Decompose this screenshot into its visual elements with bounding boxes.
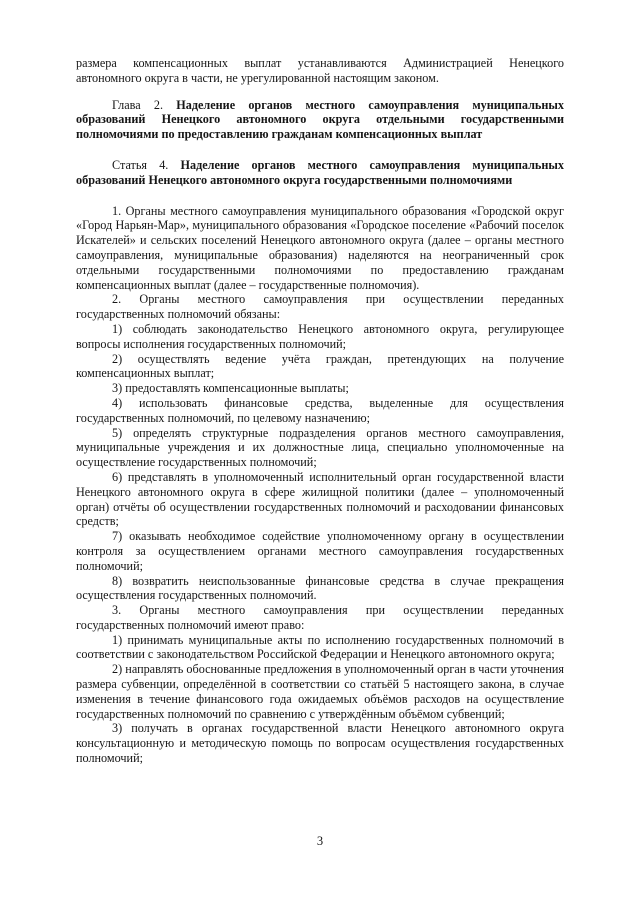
duty-6: 6) представлять в уполномоченный исполнительный орган государственной власти Ненецкого автономного округа в сфере жилищной политики (далее – уполномоченный орган) отчёты об осуществлении государственных полномочий и расходовании финансовых средств; [76,469,564,529]
duty-1: 1) соблюдать законодательство Ненецкого автономного округа, регулирующее вопросы исполнения государственных полномочий; [76,321,564,351]
duty-4: 4) использовать финансовые средства, выделенные для осуществления государственных полномочий, по целевому назначению; [76,395,564,425]
paragraph-3: 3. Органы местного самоуправления при осуществлении переданных государственных полномочий имеют право: [76,603,564,632]
chapter-heading [76,98,564,142]
chapter-prefix: Глава 2. [112,97,177,112]
article-prefix: Статья 4. [112,157,181,172]
duty-7: 7) оказывать необходимое содействие уполномоченному органу в осуществлении контроля за осуществлением органами местного самоуправления государственных полномочий; [76,529,564,573]
right-1: 1) принимать муниципальные акты по исполнению государственных полномочий в соответствии с законодательством Российской Федерации и Ненецкого автономного округа; [76,632,564,662]
duty-5: 5) определять структурные подразделения органов местного самоуправления, муниципальные учреждения и их должностные лица, специально уполномоченные на осуществление государственных полномочий; [76,425,564,470]
article-heading [76,158,564,188]
paragraph-2: 2. Органы местного самоуправления при осуществлении переданных государственных полномочий обязаны: [76,292,564,322]
intro-paragraph: размера компенсационных выплат устанавливаются Администрацией Ненецкого автономного округа в части, не урегулированной настоящим законом. [76,56,564,85]
document-page [76,56,564,766]
duty-3: 3) предоставлять компенсационные выплаты; [112,381,349,396]
duty-8: 8) возвратить неиспользованные финансовые средства в случае прекращения осуществления государственных полномочий. [76,573,564,603]
paragraph-1: 1. Органы местного самоуправления муниципального образования «Городской округ «Город Нарьян-Мар», муниципального образования «Городское поселение «Рабочий поселок Искателей» и сельских поселений Ненецкого автономного округа (далее – органы местного самоуправления, муниципальные образования) наделяются на неограниченный срок отдельными государственными полномочиями по предоставлению гражданам компенсационных выплат (далее – государственные полномочия). [76,203,564,292]
right-2: 2) направлять обоснованные предложения в уполномоченный орган в части уточнения размера субвенции, определённой в соответствии со статьёй 5 настоящего закона, в случае изменения в течение финансового года ожидаемых объёмов расходов на осуществление государственных полномочий по сравнению с утверждённым объёмом субвенций; [76,662,564,721]
article-title: Наделение органов местного самоуправления муниципальных образований Ненецкого автономного округа государственными полномочиями [76,157,565,187]
right-3: 3) получать в органах государственной власти Ненецкого автономного округа консультационную и методическую помощь по вопросам осуществления государственных полномочий; [76,721,564,766]
page-number: 3 [316,834,324,848]
chapter-title: Наделение органов местного самоуправления муниципальных образований Ненецкого автономного округа отдельными государственными полномочиями по предоставлению гражданам компенсационных выплат [76,97,564,142]
duty-2: 2) осуществлять ведение учёта граждан, претендующих на получение компенсационных выплат; [76,351,564,381]
article-body [76,204,564,766]
